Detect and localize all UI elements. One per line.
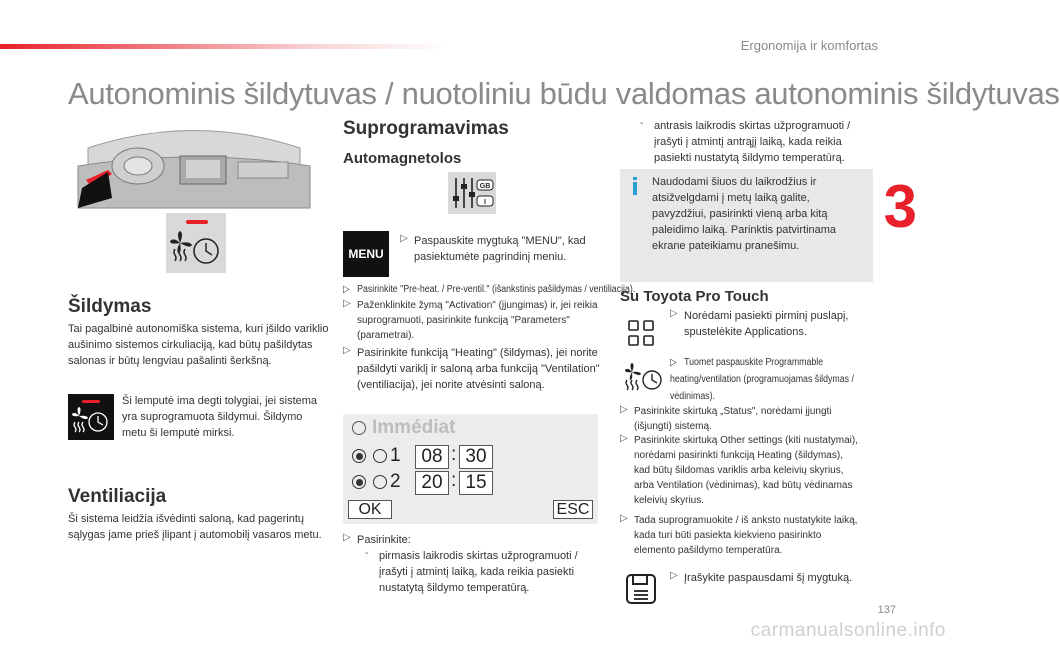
toyota-step-5: ▷ Tada suprogramuokite / iš anksto nustatykite laiką, kada turi būti pasiekta kiekvieno pasirinkto elemento pašildymo temperatūra. [620, 513, 858, 556]
toyota-title: Su Toyota Pro Touch [620, 288, 769, 305]
heater-timer-icon [166, 213, 226, 273]
menu-button-icon [343, 231, 389, 277]
timer-2-hour[interactable]: 20 [415, 471, 449, 495]
timer-1-note: - pirmasis laikrodis skirtas užprogramuoti / įrašyti į atmintį laiką, kada reikia pasiekti nustatytą šildymo temperatūrą. [365, 548, 578, 594]
bullet-icon: ▷ [620, 404, 628, 415]
dashboard-illustration [68, 118, 320, 208]
esc-button[interactable]: ESC [553, 500, 593, 519]
timer-1-colon: : [451, 444, 457, 465]
bullet-icon: ▷ [620, 433, 628, 444]
heating-description: Tai pagalbinė autonomiška sistema, kuri įšildo variklio aušinimo sistemos cirkuliaciją, kad būtų pašildytas salonas ir būtų lengviau pašalinti šerkšną. [68, 323, 329, 367]
step-select: ▷ Pasirinkite: [343, 532, 411, 546]
bullet-icon: ▷ [343, 298, 351, 309]
bullet-icon: ▷ [670, 357, 677, 368]
bullet-icon: ▷ [400, 233, 408, 244]
svg-text:I: I [484, 199, 486, 206]
radio-selected-icon [352, 475, 366, 489]
heating-title: Šildymas [68, 296, 152, 317]
radio-selected-icon [352, 449, 366, 463]
toyota-step-3: ▷ Pasirinkite skirtuką „Status", norėdami įjungti (išjungti) sistemą. [620, 404, 832, 432]
step-preheat-text: ▷ Pasirinkite "Pre-heat. / Pre-ventil." (išankstinis pašildymas / ventiliacija). [343, 284, 636, 295]
heater-indicator-lamp-icon [68, 394, 114, 440]
settings-sliders-icon [448, 172, 496, 214]
header-accent-bar [0, 44, 450, 49]
page-number: 137 [877, 604, 896, 616]
svg-text:GB: GB [479, 183, 491, 190]
bullet-icon: ▷ [343, 532, 351, 543]
info-text: Naudodami šiuos du laikrodžius ir atsižvelgdami į metų laiką galite, pavyzdžiui, pasirinkti vieną arba kitą paleidimo laiką. Parinktis patvirtinama ekrane pateikiamu pranešimu. [652, 176, 837, 252]
dash: - [365, 548, 369, 559]
toyota-step-2: ▷ Tuomet paspauskite Programmable heating/ventilation (programuojamas šildymas / vėdinimas). [670, 354, 885, 405]
programmable-heating-icon [622, 358, 664, 392]
step-activation: ▷ Paženklinkite žymą "Activation" (įjungimas) ir, jei reikia suprogramuoti, pasirinkite funkciją "Parameters" (parametrai). [343, 298, 598, 341]
screen-title: Immédiat [372, 417, 456, 438]
info-icon [630, 177, 640, 195]
step-menu: ▷ Paspauskite mygtuką "MENU", kad pasiektumėte pagrindinį meniu. [400, 233, 586, 263]
section-label: Ergonomija ir komfortas [740, 38, 878, 53]
radio-unselected-icon [352, 421, 366, 435]
ventilation-title: Ventiliacija [68, 486, 167, 507]
watermark: carmanualsonline.info [750, 620, 946, 641]
bullet-icon: ▷ [620, 513, 628, 524]
timer-2-note: - antrasis laikrodis skirtas užprogramuoti / įrašyti į atmintį antrąjį laiką, kada reikia pasiekti nustatytą šildymo temperatūrą. [640, 118, 851, 164]
save-icon [624, 572, 658, 606]
timer-1-hour[interactable]: 08 [415, 445, 449, 469]
bullet-icon: ▷ [343, 345, 351, 356]
step-heating: ▷ Pasirinkite funkciją "Heating" (šildymas), jei norite pašildyti variklį ir saloną arba funkciją "Ventilation" (ventiliacija), jei norite atvėsinti saloną. [343, 345, 600, 391]
timer-1-number: 1 [390, 445, 401, 466]
ok-button[interactable]: OK [348, 500, 392, 519]
bullet-icon: ▷ [670, 570, 678, 581]
timer-1-minute[interactable]: 30 [459, 445, 493, 469]
timer-2-minute[interactable]: 15 [459, 471, 493, 495]
car-radio-subtitle: Automagnetolos [343, 150, 462, 167]
timer-2-number: 2 [390, 471, 401, 492]
programming-title: Suprogramavimas [343, 118, 509, 139]
ventilation-description: Ši sistema leidžia išvėdinti saloną, kad pagerintų sąlygas jame prieš įlipant į automobilį vasaros metu. [68, 513, 322, 541]
toyota-step-4: ▷ Pasirinkite skirtuką Other settings (kiti nustatymai), norėdami pasirinkti funkciją Heating (šildymas), kad būtų šildomas variklis arba keleivių skyrius, arba Ventilation (vėdinimas), kad būtų vėdinamas keleivių skyrius. [620, 433, 858, 506]
bullet-icon: ▷ [343, 284, 350, 295]
chapter-number: 3 [883, 173, 917, 240]
dash: - [640, 118, 644, 129]
step-preheat [343, 283, 636, 297]
clock-icon [373, 449, 387, 463]
bullet-icon: ▷ [670, 308, 678, 319]
page-title: Autonominis šildytuvas / nuotoliniu būdu valdomas autonominis šildytuvas [68, 76, 1060, 111]
applications-grid-icon [626, 318, 656, 348]
timer-2-colon: : [451, 470, 457, 491]
toyota-step-6: ▷ Įrašykite paspausdami šį mygtuką. [670, 570, 853, 584]
clock-icon [373, 475, 387, 489]
menu-button-label: MENU [348, 247, 384, 261]
toyota-step-1: ▷ Norėdami pasiekti pirminį puslapį, spustelėkite Applications. [670, 308, 849, 338]
lamp-description: Ši lemputė ima degti tolygiai, jei sistema yra suprogramuota šildymui. Šildymo metu ši lemputė mirksi. [122, 395, 318, 439]
